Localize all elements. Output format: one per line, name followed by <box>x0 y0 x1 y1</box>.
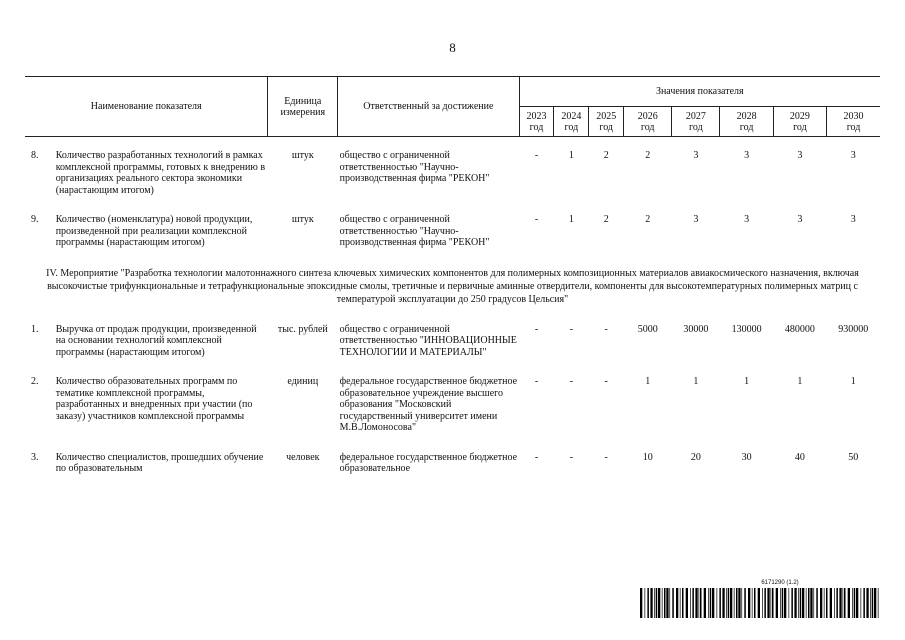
header-values: Значения показателя <box>519 77 880 107</box>
header-year <box>589 107 624 137</box>
value-cell: - <box>604 323 608 335</box>
section-title: IV. Мероприятие "Разработка технологии малотоннажного синтеза ключевых химических компонентов для полимерных композиционных материалов авиакосмического назначения, включая высокочистые трифункциональные и тетрафункциональные эпоксидные смолы, третичные и первичные аминные отвердители, компоненты для высокотемпературных полимерных матриц с температурой эксплуатации до 250 градусов Цельсия" <box>46 267 859 305</box>
responsible-cell: общество с ограниченной ответственностью "Научно-производственная фирма "РЕКОН" <box>339 214 490 248</box>
unit-cell: тыс. рублей <box>277 323 328 335</box>
value-cell: 3 <box>693 214 699 225</box>
responsible-cell: федеральное государственное бюджетное образовательное <box>339 451 518 474</box>
year-suffix: год <box>739 121 754 133</box>
value-cell: 3 <box>693 150 699 161</box>
header-year <box>519 107 554 137</box>
value-cell: 1 <box>850 376 856 387</box>
value-cell: - <box>604 451 608 463</box>
year-suffix: год <box>564 121 579 133</box>
value-cell: - <box>604 376 608 387</box>
value-cell: 1 <box>797 376 803 387</box>
value-cell: 50 <box>848 451 859 463</box>
section-row <box>25 267 880 306</box>
value-cell: - <box>534 376 539 387</box>
table-row <box>25 214 880 249</box>
page-number: 8 <box>449 40 456 55</box>
unit-cell: единиц <box>287 376 319 387</box>
year-label: 2028 <box>736 110 757 122</box>
unit-cell: человек <box>286 451 320 463</box>
unit-cell: штук <box>291 214 314 225</box>
value-cell: - <box>534 451 539 463</box>
value-cell: 10 <box>642 451 653 463</box>
row-number: 9. <box>31 214 39 225</box>
value-cell: 2 <box>603 150 609 161</box>
indicator-name: Количество разработанных технологий в рамках комплексной программы, готовых к внедрению в организациях реального сектора экономики (нарастающим итогом) <box>55 150 266 196</box>
value-cell: 1 <box>645 376 651 387</box>
header-unit: Единица измерения <box>268 77 338 137</box>
value-cell: 1 <box>568 150 574 161</box>
responsible-cell: общество с ограниченной ответственностью "ИННОВАЦИОННЫЕ ТЕХНОЛОГИИ И МАТЕРИАЛЫ" <box>339 323 517 358</box>
year-suffix: год <box>640 121 655 133</box>
value-cell: 3 <box>797 214 803 225</box>
year-suffix: год <box>599 121 614 133</box>
value-cell: 30000 <box>683 323 709 335</box>
row-number: 8. <box>31 150 39 161</box>
year-suffix: год <box>529 121 544 133</box>
row-number: 2. <box>31 376 39 387</box>
indicator-table <box>25 150 880 475</box>
indicator-name: Количество специалистов, прошедших обучение по образовательным <box>55 451 264 474</box>
year-label: 2025 <box>596 110 617 122</box>
value-cell: 1 <box>744 376 750 387</box>
barcode-label: 6171290 (1.2) <box>761 580 799 586</box>
year-label: 2024 <box>561 110 582 122</box>
value-cell: - <box>569 451 574 463</box>
value-cell: 3 <box>850 214 856 225</box>
year-label: 2023 <box>526 110 547 122</box>
year-label: 2027 <box>685 110 706 122</box>
header-responsible: Ответственный за достижение <box>338 77 519 137</box>
value-cell: 2 <box>645 214 651 225</box>
value-cell: 40 <box>794 451 805 463</box>
year-label: 2026 <box>637 110 658 122</box>
table-header <box>25 76 880 137</box>
value-cell: 1 <box>693 376 699 387</box>
value-cell: - <box>534 150 539 161</box>
year-label: 2029 <box>789 110 810 122</box>
value-cell: 30 <box>741 451 752 463</box>
header-year <box>624 107 672 137</box>
value-cell: 3 <box>850 150 856 161</box>
value-cell: 3 <box>797 150 803 161</box>
indicator-name: Выручка от продаж продукции, произведенной на основании технологий комплексной программы (нарастающим итогом) <box>55 323 257 358</box>
table-row <box>25 324 880 359</box>
table-row <box>25 150 880 196</box>
responsible-cell: федеральное государственное бюджетное образовательное учреждение высшего образования "Московский государственный университет имени М.В.Ломоносова" <box>339 376 518 433</box>
value-cell: 130000 <box>731 323 762 335</box>
value-cell: - <box>569 323 574 335</box>
value-cell: 2 <box>603 214 609 225</box>
year-suffix: год <box>689 121 703 133</box>
header-year <box>773 107 826 137</box>
indicator-name: Количество (номенклатура) новой продукции, произведенной при реализации комплексной программы (нарастающим итогом) <box>55 214 253 248</box>
row-number: 1. <box>31 323 39 335</box>
header-name: Наименование показателя <box>25 77 268 137</box>
value-cell: 1 <box>568 214 574 225</box>
header-year <box>720 107 773 137</box>
value-cell: 3 <box>744 214 750 225</box>
unit-cell: штук <box>291 150 314 161</box>
header-year <box>672 107 720 137</box>
header-year <box>554 107 589 137</box>
value-cell: 480000 <box>784 323 815 335</box>
value-cell: 3 <box>744 150 750 161</box>
value-cell: - <box>569 376 574 387</box>
year-label: 2030 <box>843 110 864 122</box>
barcode-icon <box>640 588 880 618</box>
value-cell: - <box>534 323 539 335</box>
responsible-cell: общество с ограниченной ответственностью "Научно-производственная фирма "РЕКОН" <box>339 150 490 184</box>
value-cell: 930000 <box>838 323 869 335</box>
table-row <box>25 376 880 434</box>
header-year <box>827 107 880 137</box>
barcode-block <box>640 580 880 618</box>
table-row <box>25 452 880 475</box>
row-number: 3. <box>31 451 39 463</box>
value-cell: 20 <box>690 451 701 463</box>
year-suffix: год <box>846 121 861 133</box>
value-cell: 2 <box>645 150 651 161</box>
value-cell: 5000 <box>637 323 658 335</box>
value-cell: - <box>534 214 539 225</box>
year-suffix: год <box>793 121 807 133</box>
indicator-name: Количество образовательных программ по тематике комплексной программы, разработанных и внедренных при участии (по заказу) участников комплексной программы <box>55 376 253 422</box>
